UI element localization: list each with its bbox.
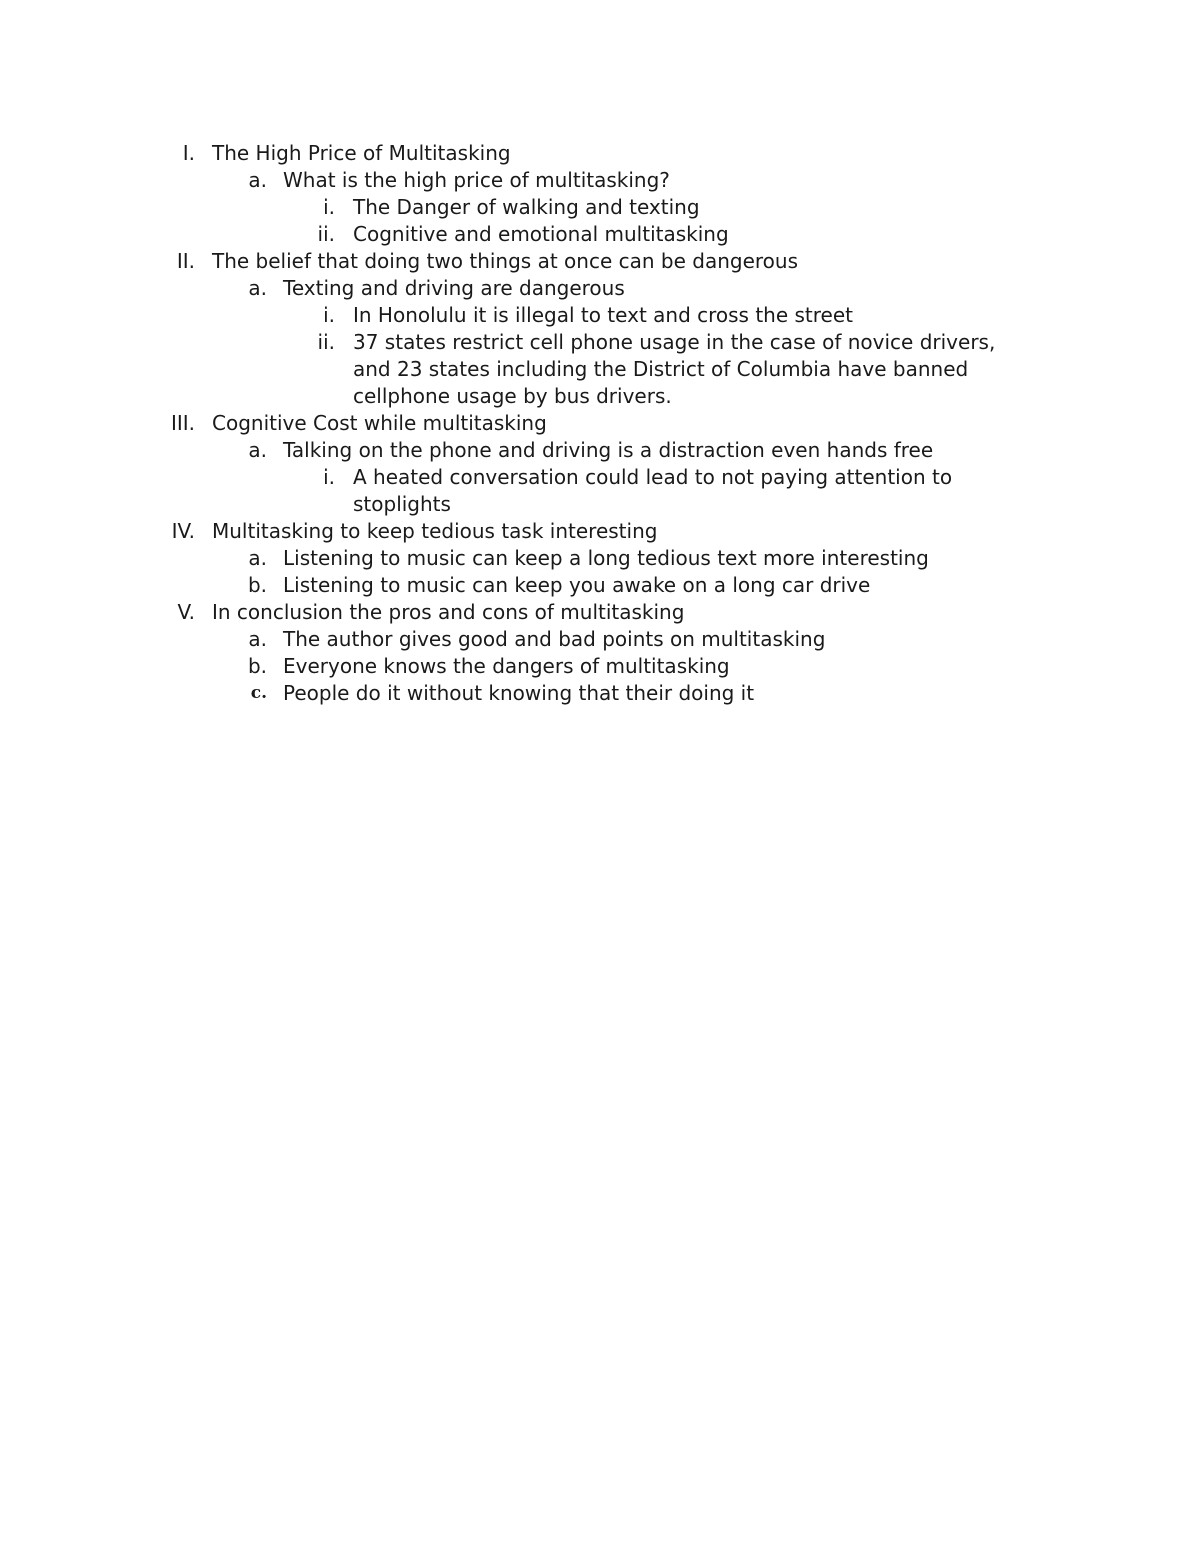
outline-heading: The belief that doing two things at once can be dangerous [212, 249, 798, 273]
outline-marker: a. [248, 168, 267, 192]
outline-marker: IV. [171, 519, 195, 543]
outline-item-4 [0, 518, 1200, 545]
outline-text: Listening to music can keep you awake on a long car drive [283, 573, 871, 597]
outline-text: People do it without knowing that their doing it [283, 681, 755, 705]
outline-item-5 [0, 599, 1200, 626]
outline-heading: In conclusion the pros and cons of multitasking [212, 600, 685, 624]
outline-marker: III. [170, 411, 195, 435]
outline-marker: a. [248, 438, 267, 462]
outline-text-line: and 23 states including the District of Columbia have banned [353, 357, 969, 381]
outline-item-3a [0, 437, 1200, 464]
outline-marker: V. [177, 600, 195, 624]
outline-marker: ii. [317, 330, 335, 354]
outline-marker: ii. [317, 222, 335, 246]
outline-item-4b [0, 572, 1200, 599]
outline-item-2a [0, 275, 1200, 302]
outline-item-2a-ii-cont [0, 383, 1200, 410]
outline-text: Everyone knows the dangers of multitasking [283, 654, 730, 678]
outline-item-1a-ii [0, 221, 1200, 248]
outline-list [0, 140, 1200, 707]
outline-text-line: 37 states restrict cell phone usage in the case of novice drivers, [353, 330, 996, 354]
outline-item-5b [0, 653, 1200, 680]
outline-text-line: cellphone usage by bus drivers. [353, 384, 672, 408]
outline-item-2a-i [0, 302, 1200, 329]
outline-marker: i. [323, 303, 335, 327]
outline-text: Cognitive and emotional multitasking [353, 222, 729, 246]
outline-marker: II. [176, 249, 195, 273]
outline-item-5a [0, 626, 1200, 653]
outline-item-3a-i-cont [0, 491, 1200, 518]
outline-item-3 [0, 410, 1200, 437]
outline-text: Texting and driving are dangerous [283, 276, 625, 300]
outline-item-3a-i [0, 464, 1200, 491]
outline-marker: b. [247, 654, 267, 678]
outline-item-4a [0, 545, 1200, 572]
outline-item-2a-ii [0, 329, 1200, 356]
outline-item-2 [0, 248, 1200, 275]
outline-text-line: stoplights [353, 492, 451, 516]
outline-item-2a-ii-cont [0, 356, 1200, 383]
outline-marker: i. [323, 195, 335, 219]
outline-text: Talking on the phone and driving is a distraction even hands free [283, 438, 934, 462]
outline-text: The author gives good and bad points on multitasking [283, 627, 826, 651]
outline-marker: b. [247, 573, 267, 597]
outline-marker: a. [248, 546, 267, 570]
outline-item-1 [0, 140, 1200, 167]
outline-item-1a [0, 167, 1200, 194]
outline-heading: Multitasking to keep tedious task interesting [212, 519, 658, 543]
outline-text-line: A heated conversation could lead to not paying attention to [353, 465, 953, 489]
outline-marker: I. [182, 141, 195, 165]
outline-heading: Cognitive Cost while multitasking [212, 411, 547, 435]
outline-marker: c. [250, 683, 267, 703]
outline-heading: The High Price of Multitasking [212, 141, 511, 165]
outline-text: The Danger of walking and texting [353, 195, 700, 219]
outline-marker: i. [323, 465, 335, 489]
outline-item-1a-i [0, 194, 1200, 221]
outline-text: In Honolulu it is illegal to text and cross the street [353, 303, 854, 327]
outline-text: Listening to music can keep a long tedious text more interesting [283, 546, 929, 570]
outline-text: What is the high price of multitasking? [283, 168, 670, 192]
outline-item-5c [0, 680, 1200, 707]
outline-marker: a. [248, 627, 267, 651]
outline-marker: a. [248, 276, 267, 300]
